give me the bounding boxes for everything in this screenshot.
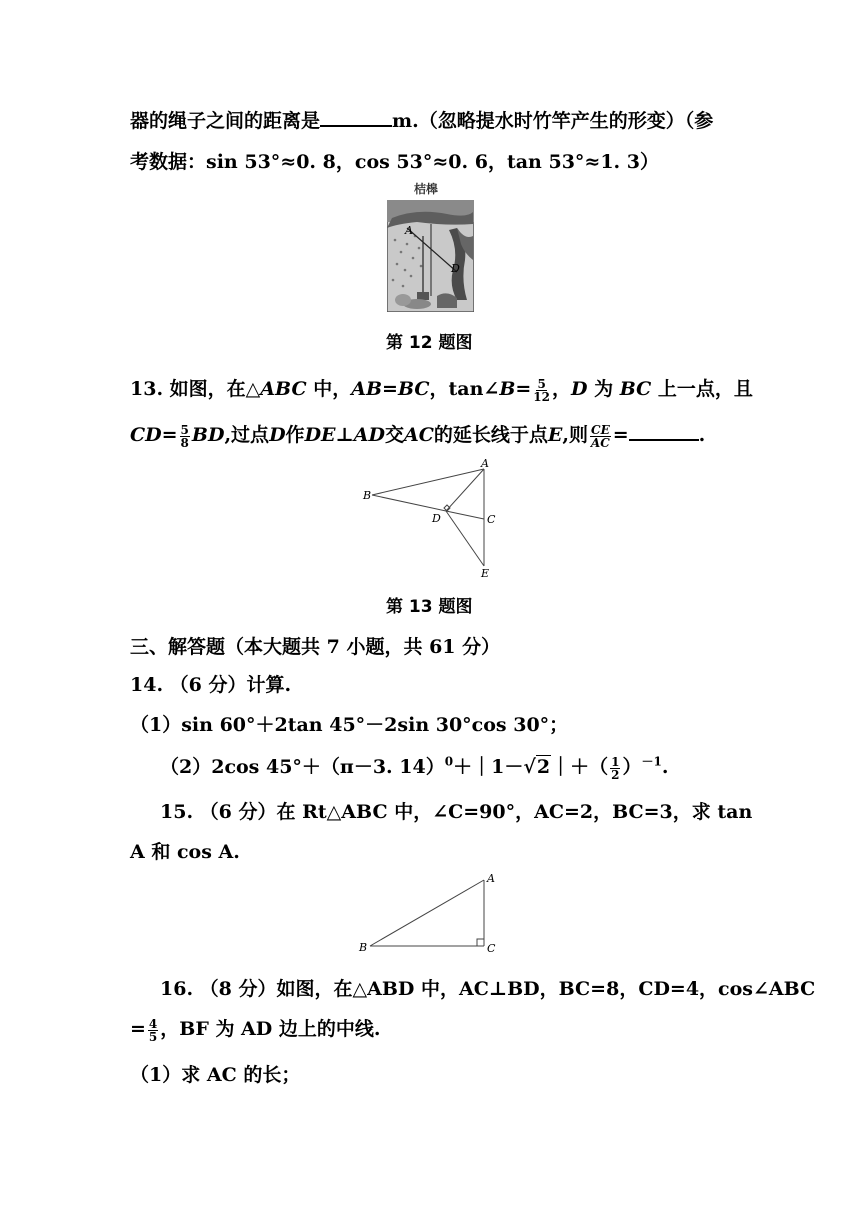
q13-text: 作 xyxy=(285,424,305,446)
q13-text: 13. 如图，在△ xyxy=(130,378,261,400)
q13-text: D xyxy=(571,378,588,400)
q16-part1: （1）求 AC 的长； xyxy=(130,1064,301,1086)
fraction-ce-ac xyxy=(590,424,611,449)
section-3-heading: 三、解答题（本大题共 7 小题，共 61 分） xyxy=(130,636,501,658)
fraction-5-12 xyxy=(533,378,550,403)
q15-label-b: B xyxy=(359,941,368,954)
q13-label-c: C xyxy=(487,513,496,526)
q12-caption: 第 12 题图 xyxy=(386,333,473,353)
q16-line2 xyxy=(130,1014,381,1043)
denominator: 5 xyxy=(148,1029,158,1044)
q14-text: ｜＋（ xyxy=(551,756,609,778)
q13-label-a: A xyxy=(481,458,489,470)
q12-photo-figure xyxy=(387,200,474,312)
q14-title: 14. （6 分）计算. xyxy=(130,674,292,696)
q16-line1: 16. （8 分）如图，在△ABD 中，AC⊥BD，BC=8，CD=4，cos∠ABC xyxy=(160,978,816,1000)
q13-text: DE xyxy=(304,424,336,446)
answer-blank-12 xyxy=(320,124,392,127)
q13-text: AB xyxy=(351,378,383,400)
q14-part2 xyxy=(160,752,668,781)
q13-triangle-figure xyxy=(360,458,510,578)
q13-caption: 第 13 题图 xyxy=(386,597,473,617)
q13-line2 xyxy=(130,420,705,449)
q13-text: CD xyxy=(130,424,162,446)
q13-label-e: E xyxy=(481,567,490,578)
q13-text: ， xyxy=(552,378,572,400)
denominator: 8 xyxy=(180,435,189,450)
q13-text: E xyxy=(547,424,563,446)
q13-text: 中， xyxy=(306,378,352,400)
q13-text: = xyxy=(612,424,629,446)
q13-text: 交 xyxy=(385,424,405,446)
q14-text: . xyxy=(661,756,669,778)
exponent: －1 xyxy=(641,754,662,769)
numerator: 5 xyxy=(537,376,546,391)
numerator: 1 xyxy=(611,754,620,769)
fraction-1-2 xyxy=(610,756,620,781)
q13-text: 的延长线于点 xyxy=(433,424,548,446)
q13-text: . xyxy=(698,424,706,446)
q13-text: AC xyxy=(404,424,434,446)
q12-point-d: D xyxy=(451,262,460,275)
q12-line1 xyxy=(130,106,713,133)
q14-text: ＋｜1－ xyxy=(453,756,524,778)
q13-text: BC xyxy=(397,378,430,400)
q13-text: ，tan∠ xyxy=(429,378,500,400)
q12-text-a: 器的绳子之间的距离是 xyxy=(130,110,321,132)
q15-line1: 15. （6 分）在 Rt△ABC 中，∠C=90°，AC=2，BC=3，求 tan xyxy=(160,801,753,823)
q13-text: D xyxy=(269,424,286,446)
q12-line2 xyxy=(130,147,659,174)
q13-text: = xyxy=(382,378,398,400)
q13-text: B xyxy=(499,378,516,400)
q13-text: ,则 xyxy=(562,424,589,446)
q16-text: ，BF 为 AD 边上的中线. xyxy=(160,1018,381,1040)
q12-point-a: A xyxy=(405,224,413,237)
q14-part1: （1）sin 60°＋2tan 45°－2sin 30°cos 30°； xyxy=(130,714,569,736)
q13-label-b: B xyxy=(363,489,372,502)
answer-blank-13 xyxy=(629,438,699,441)
q15-right-triangle-figure xyxy=(356,868,506,958)
q13-text: ,过点 xyxy=(224,424,270,446)
q16-text: = xyxy=(130,1018,146,1040)
q13-label-d: D xyxy=(432,512,441,525)
sqrt-symbol: √ xyxy=(523,756,536,778)
q14-text: ） xyxy=(622,756,642,778)
q13-text: BD xyxy=(191,424,225,446)
q12-figure-label: 桔槔 xyxy=(414,182,439,196)
q13-text: = xyxy=(515,378,532,400)
q14-text: （2）2cos 45°＋（π－3. 14） xyxy=(160,756,445,778)
denominator: 2 xyxy=(611,767,620,782)
q15-label-c: C xyxy=(487,942,496,955)
numerator: CE xyxy=(591,422,610,437)
fraction-5-8 xyxy=(180,424,190,449)
q12-reference-data: 考数据：sin 53°≈0. 8，cos 53°≈0. 6，tan 53°≈1. 3） xyxy=(130,151,660,173)
q13-text: 为 xyxy=(587,378,620,400)
q13-text: = xyxy=(161,424,178,446)
q12-text-b: m.（忽略提水时竹竿产生的形变）（参 xyxy=(392,110,714,132)
q15-label-a: A xyxy=(487,872,495,885)
q13-text: BC xyxy=(619,378,652,400)
numerator: 4 xyxy=(148,1016,158,1031)
numerator: 5 xyxy=(180,422,189,437)
radicand: 2 xyxy=(536,756,551,778)
q15-line2: A 和 cos A. xyxy=(130,841,240,863)
q13-text: 上一点，且 xyxy=(651,378,753,400)
q13-line1 xyxy=(130,374,753,403)
fraction-4-5 xyxy=(148,1018,158,1043)
q13-text: AD xyxy=(353,424,385,446)
denominator: AC xyxy=(590,435,610,450)
denominator: 12 xyxy=(533,389,550,404)
q13-text: ABC xyxy=(260,378,307,400)
exponent: 0 xyxy=(444,754,454,769)
q13-text: ⊥ xyxy=(335,424,354,446)
